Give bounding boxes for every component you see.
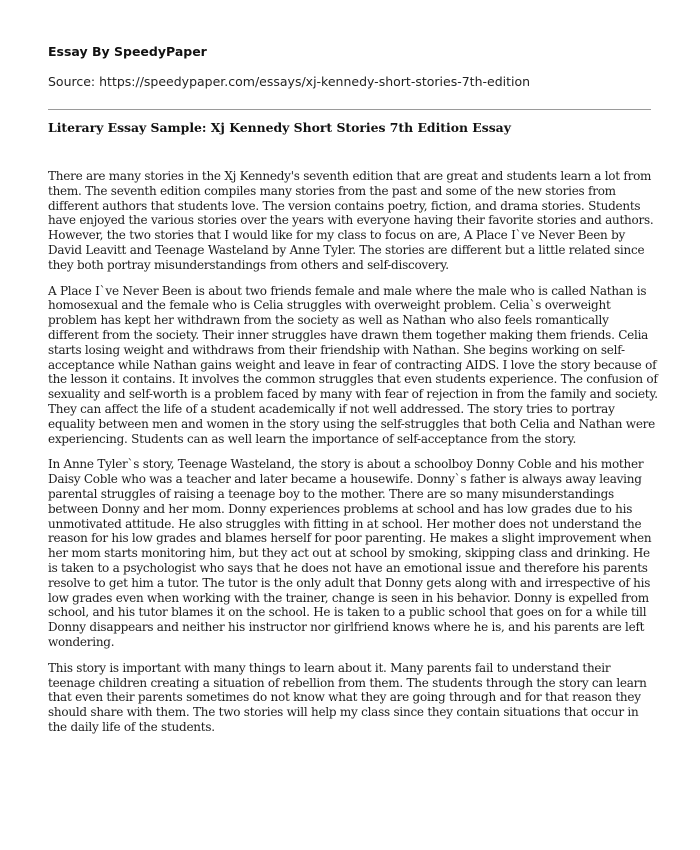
site-header-title: Essay By SpeedyPaper xyxy=(48,44,207,59)
source-line: Source: https://speedypaper.com/essays/xj-kennedy-short-stories-7th-edition xyxy=(48,74,531,89)
essay-paragraph-2: A Place I`ve Never Been is about two friends female and male where the male who is called Nathan is homosexual and the female who is Celia struggles with overweight problem. Celia`s overweight problem has kept her withdrawn from the society as well as Nathan who also feels romantically different from the society. Their inner struggles have drawn them together making them friends. Celia starts losing weight and withdraws from their friendship with Nathan. She begins working on self-acceptance while Nathan gains weight and leave in fear of contracting AIDS. I love the story because of the lesson it contains. It involves the common struggles that even students experience. The confusion of sexuality and self-worth is a problem faced by many with fear of rejection in from the family and society. They can affect the life of a student academically if not well addressed. The story tries to portray equality between men and women in the story using the self-struggles that both Celia and Nathan were experiencing. Students can as well learn the importance of self-acceptance from the story. xyxy=(48,283,658,446)
essay-paragraph-4: This story is important with many things to learn about it. Many parents fail to understand their teenage children creating a situation of rebellion from them. The students through the story can learn that even their parents sometimes do not know what they are going through and for that reason they should share with them. The two stories will help my class since they contain situations that occur in the daily life of the students. xyxy=(48,660,647,734)
essay-paragraph-1: There are many stories in the Xj Kennedy's seventh edition that are great and students learn a lot from them. The seventh edition compiles many stories from the past and some of the new stories from different authors that students love. The version contains poetry, fiction, and drama stories. Students have enjoyed the various stories over the years with everyone having their favorite stories and authors. However, the two stories that I would like for my class to focus on are, A Place I`ve Never Been by David Leavitt and Teenage Wasteland by Anne Tyler. The stories are different but a little related since they both portray misunderstandings from others and self-discovery. xyxy=(48,169,654,272)
essay-title: Literary Essay Sample: Xj Kennedy Short Stories 7th Edition Essay xyxy=(48,120,511,135)
essay-body xyxy=(48,169,658,746)
essay-paragraph-3: In Anne Tyler`s story, Teenage Wasteland, the story is about a schoolboy Donny Coble and his mother Daisy Coble who was a teacher and later became a housewife. Donny`s father is always away leaving parental struggles of raising a teenage boy to the mother. There are so many misunderstandings between Donny and her mom. Donny experiences problems at school and has low grades due to his unmotivated attitude. He also struggles with fitting in at school. Her mother does not understand the reason for his low grades and blames herself for poor parenting. He makes a slight improvement when her mom starts monitoring him, but they act out at school by smoking, skipping class and drinking. He is taken to a psychologist who says that he does not have an emotional issue and therefore his parents resolve to get him a tutor. The tutor is the only adult that Donny gets along with and irrespective of his low grades even when working with the trainer, change is seen in his behavior. Donny is expelled from school, and his tutor blames it on the school. He is taken to a public school that goes on for a while till Donny disappears and neither his instructor nor girlfriend knows where he is, and his parents are left wondering. xyxy=(48,457,652,649)
header-divider xyxy=(48,109,651,110)
